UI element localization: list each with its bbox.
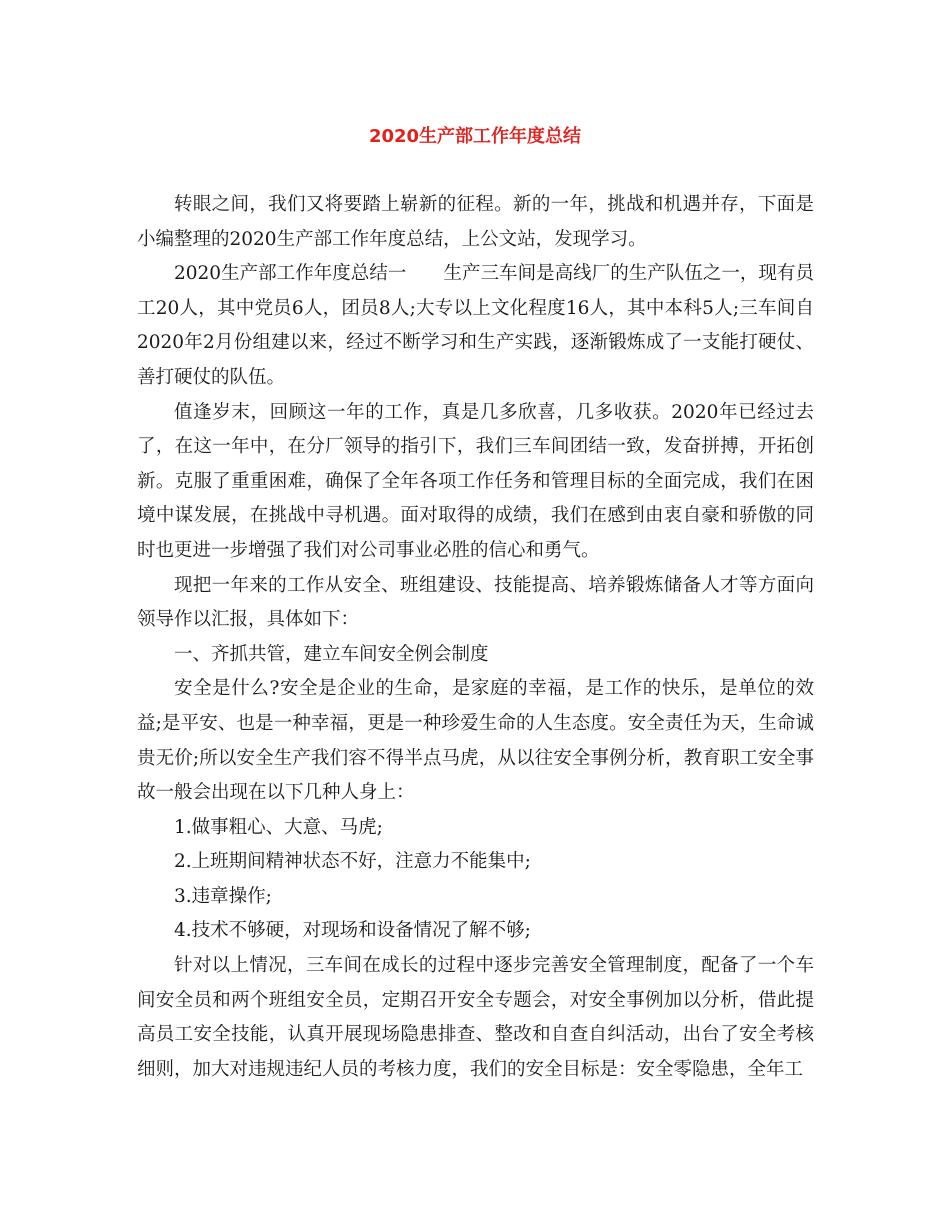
list-item: 2.上班期间精神状态不好，注意力不能集中;	[174, 851, 531, 873]
paragraph-summary-one: 2020生产部工作年度总结一 生产三车间是高线厂的生产队伍之一，现有员工20人，其中党员6人，团员8人;大专以上文化程度16人，其中本科5人;三车间自2020年2月份组建以来，经过不断学习和生产实践，逐渐锻炼成了一支能打硬仗、善打硬仗的队伍。	[137, 263, 814, 388]
paragraph-report-intro: 现把一年来的工作从安全、班组建设、技能提高、培养锻炼储备人才等方面向领导作以汇报，具体如下：	[137, 574, 814, 631]
list-item: 1.做事粗心、大意、马虎;	[174, 816, 383, 838]
paragraph-review: 值逢岁末，回顾这一年的工作，真是几多欣喜，几多收获。2020年已经过去了，在这一年中，在分厂领导的指引下，我们三车间团结一致，发奋拼搏，开拓创新。克服了重重困难，确保了全年各项工作任务和管理目标的全面完成，我们在困境中谋发展，在挑战中寻机遇。面对取得的成绩，我们在感到由衷自豪和骄傲的同时也更进一步增强了我们对公司事业必胜的信心和勇气。	[137, 401, 814, 561]
document-title: 2020生产部工作年度总结	[368, 126, 582, 147]
paragraph-safety-measures: 针对以上情况，三车间在成长的过程中逐步完善安全管理制度，配备了一个车间安全员和两个班组安全员，定期召开安全专题会，对安全事例加以分析，借此提高员工安全技能，认真开展现场隐患排查、整改和自查自纠活动，出台了安全考核细则，加大对违规违纪人员的考核力度，我们的安全目标是：安全零隐患，全年工	[137, 955, 814, 1080]
section-heading-safety: 一、齐抓共管，建立车间安全例会制度	[174, 643, 489, 665]
document-body	[137, 188, 814, 1087]
paragraph-safety: 安全是什么?安全是企业的生命，是家庭的幸福，是工作的快乐，是单位的效益;是平安、也是一种幸福，更是一种珍爱生命的人生态度。安全责任为天，生命诚贵无价;所以安全生产我们容不得半点马虎，从以往安全事例分析，教育职工安全事故一般会出现在以下几种人身上：	[137, 678, 814, 804]
paragraph-intro: 转眼之间，我们又将要踏上崭新的征程。新的一年，挑战和机遇并存，下面是小编整理的2020生产部工作年度总结，上公文站，发现学习。	[137, 194, 814, 250]
list-item: 3.违章操作;	[174, 885, 272, 907]
list-item: 4.技术不够硬，对现场和设备情况了解不够;	[174, 920, 531, 942]
